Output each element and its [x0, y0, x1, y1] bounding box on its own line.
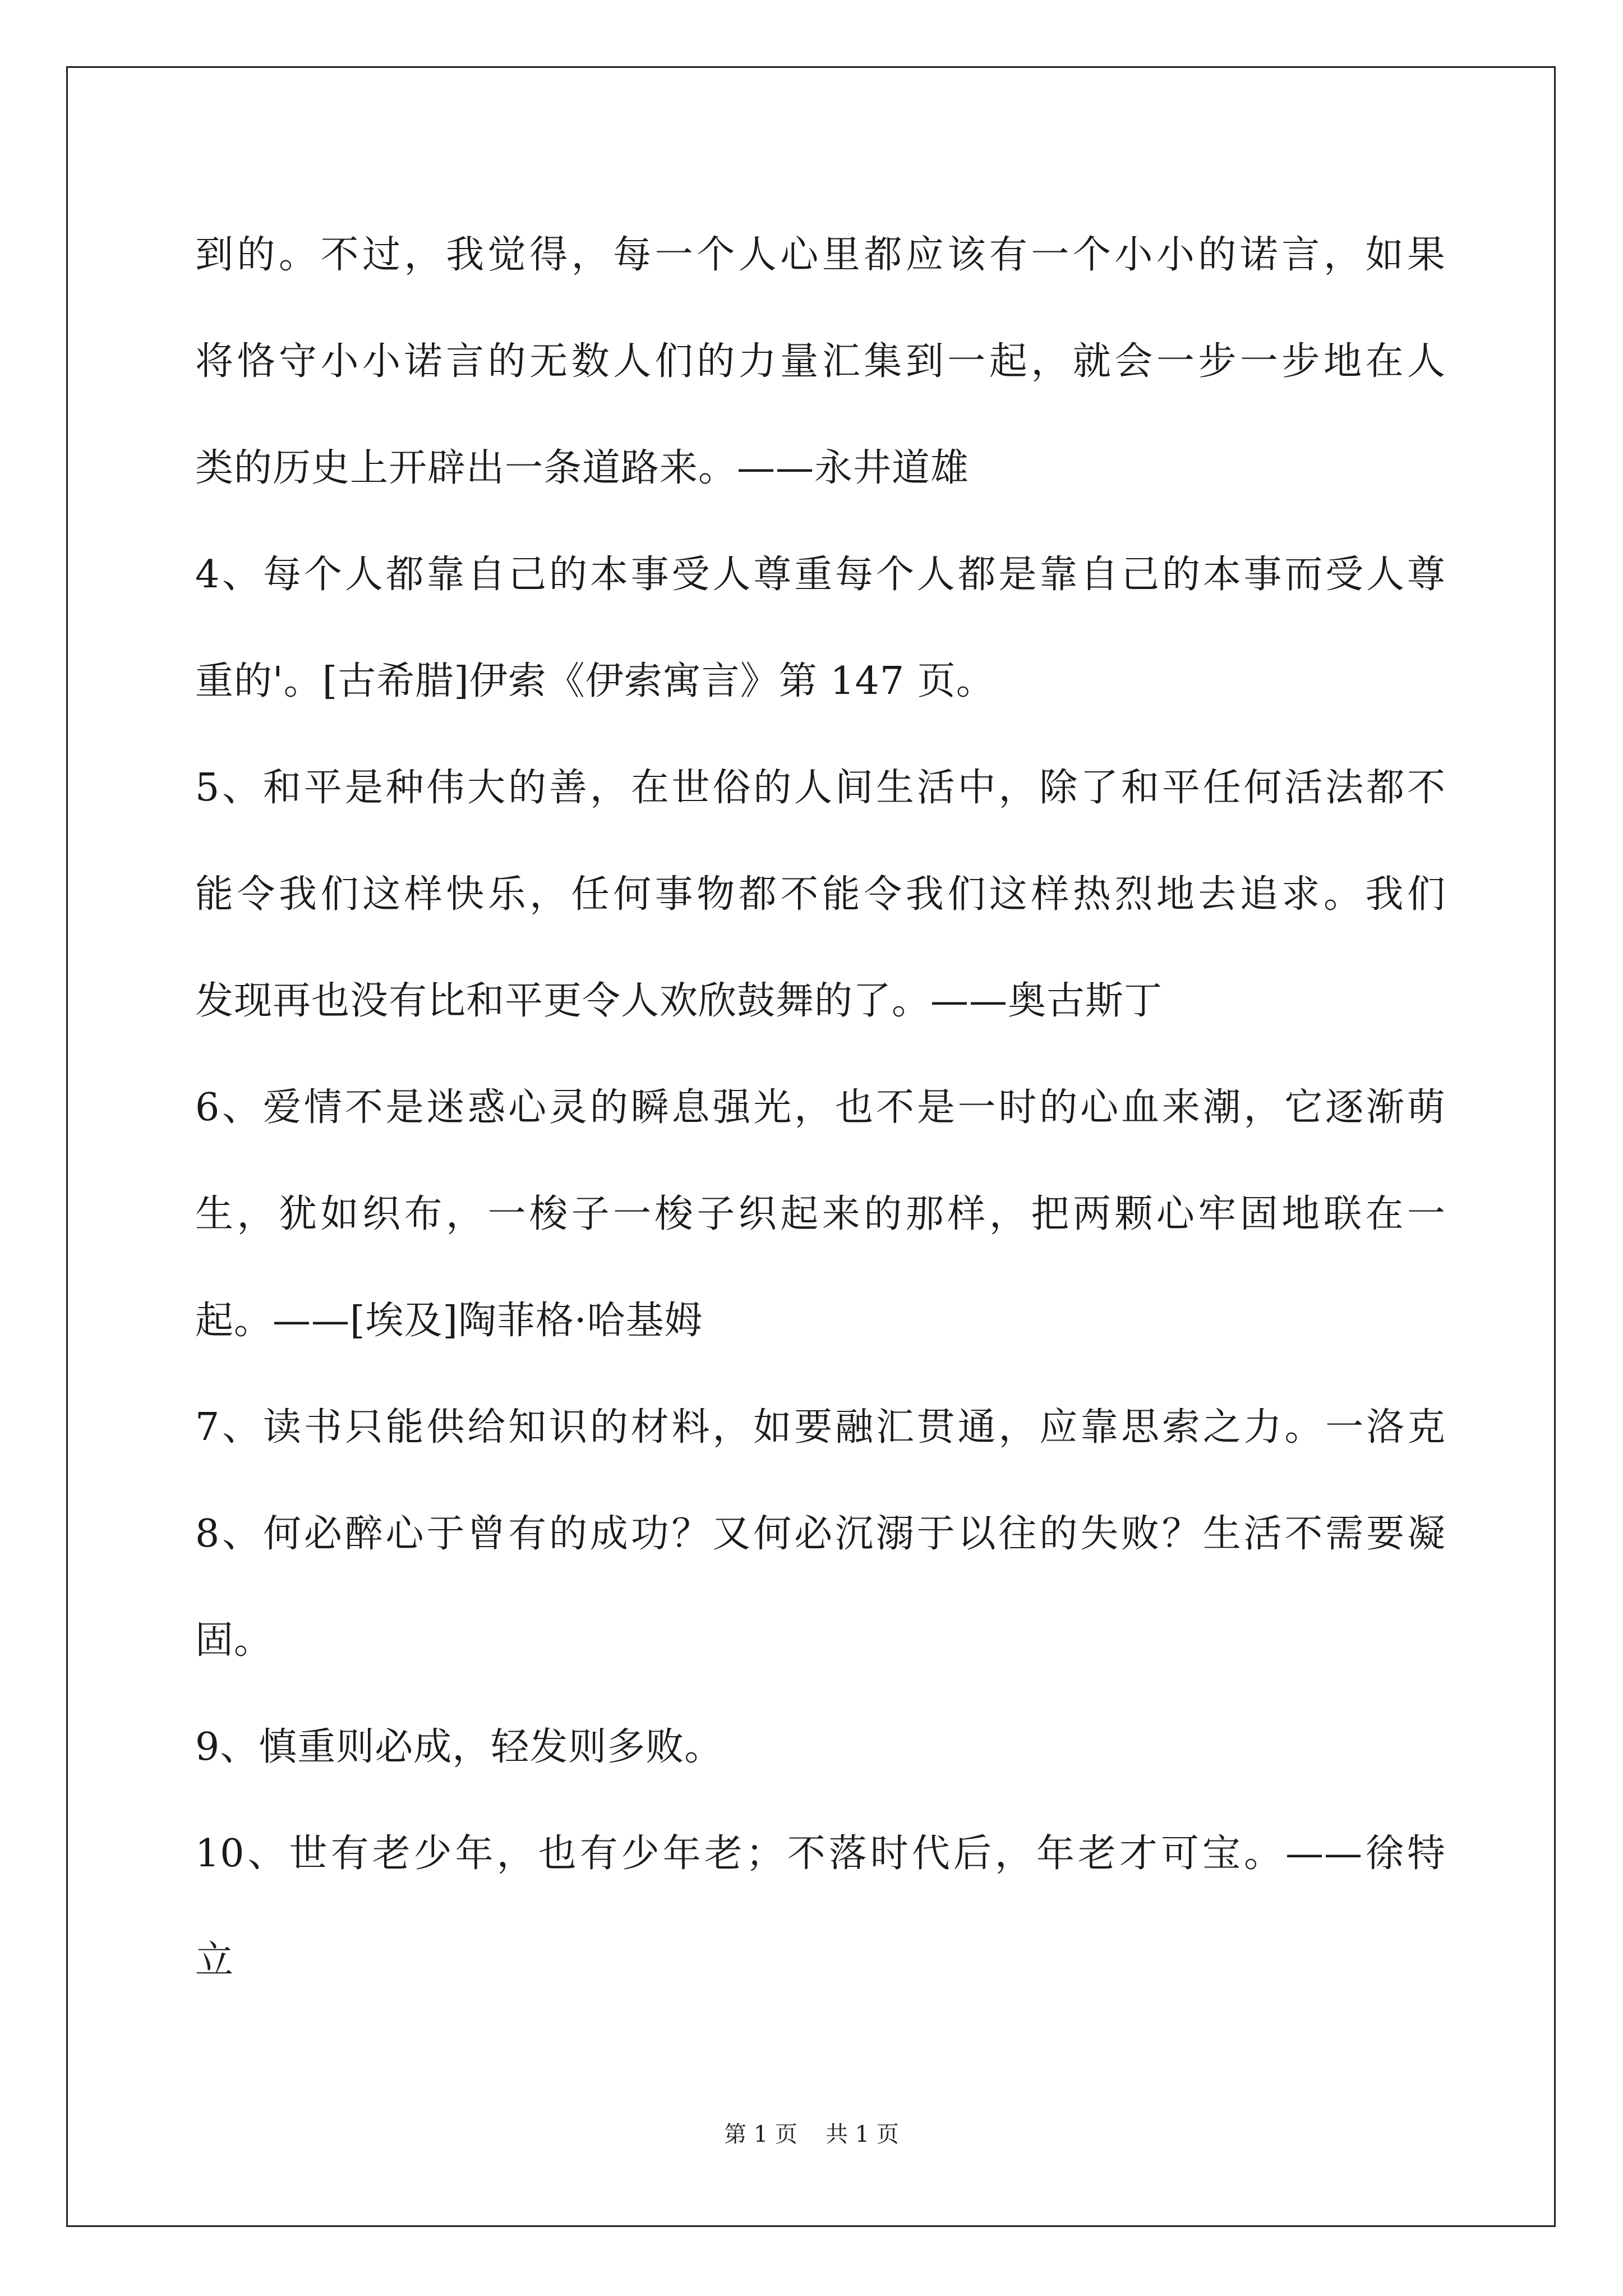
text-line-7: 能令我们这样快乐，任何事物都不能令我们这样热烈地去追求。我们	[195, 872, 1446, 917]
page-number-current: 第 1 页	[724, 2122, 797, 2147]
text-line-12: 7、读书只能供给知识的材料，如要融汇贯通，应靠思索之力。一洛克	[195, 1405, 1446, 1450]
text-line-10: 生，犹如织布，一梭子一梭子织起来的那样，把两颗心牢固地联在一	[195, 1192, 1446, 1236]
page-number-total: 共 1 页	[826, 2122, 899, 2147]
text-line-16: 10、世有老少年，也有少年老；不落时代后，年老才可宝。——徐特	[195, 1832, 1446, 1876]
text-line-1: 到的。不过，我觉得，每一个人心里都应该有一个小小的诺言，如果	[195, 233, 1446, 277]
text-line-13: 8、何必醉心于曾有的成功？又何必沉溺于以往的失败？生活不需要凝	[195, 1512, 1446, 1556]
text-line-8: 发现再也没有比和平更令人欢欣鼓舞的了。——奥古斯丁	[195, 979, 1163, 1023]
text-line-3: 类的历史上开辟出一条道路来。——永井道雄	[195, 446, 970, 490]
text-line-17: 立	[195, 1938, 234, 1982]
text-line-2: 将恪守小小诺言的无数人们的力量汇集到一起，就会一步一步地在人	[195, 339, 1446, 384]
text-line-11: 起。——[埃及]陶菲格·哈基姆	[195, 1299, 703, 1343]
text-line-6: 5、和平是种伟大的善，在世俗的人间生活中，除了和平任何活法都不	[195, 766, 1446, 810]
text-line-15: 9、慎重则必成，轻发则多败。	[195, 1725, 723, 1769]
text-line-5: 重的'。[古希腊]伊索《伊索寓言》第 147 页。	[195, 659, 995, 703]
text-line-14: 固。	[195, 1618, 273, 1663]
page-footer	[0, 2118, 1623, 2151]
text-line-4: 4、每个人都靠自己的本事受人尊重每个人都是靠自己的本事而受人尊	[195, 553, 1446, 597]
document-body	[195, 202, 1446, 2014]
text-line-9: 6、爱情不是迷惑心灵的瞬息强光，也不是一时的心血来潮，它逐渐萌	[195, 1085, 1446, 1130]
